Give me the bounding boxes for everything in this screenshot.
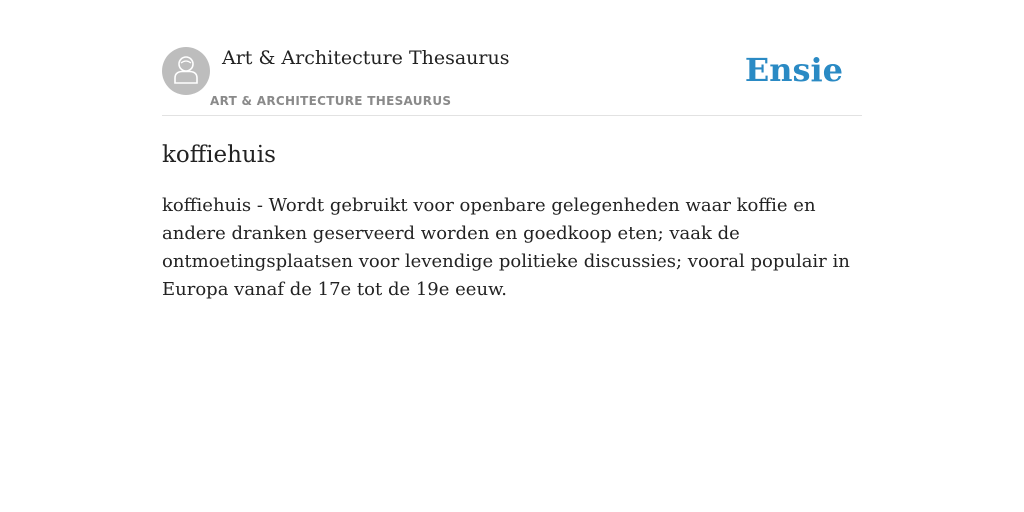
brand-logo[interactable]: Ensie — [744, 51, 843, 89]
author-name-link[interactable]: Art & Architecture Thesaurus — [222, 47, 510, 69]
entry-title: koffiehuis — [162, 142, 276, 168]
user-icon — [172, 54, 200, 89]
avatar[interactable] — [162, 47, 210, 95]
page-header — [162, 0, 862, 116]
content-container — [162, 0, 862, 300]
entry-definition: koffiehuis - Wordt gebruikt voor openbare gelegenheden waar koffie en andere dranken geserveerd worden en goedkoop eten; vaak de ontmoetingsplaatsen voor levendige politieke discussies; vooral populair in Europa vanaf de 17e tot de 19e eeuw. — [162, 195, 850, 300]
author-subtitle: ART & ARCHITECTURE THESAURUS — [210, 94, 452, 108]
